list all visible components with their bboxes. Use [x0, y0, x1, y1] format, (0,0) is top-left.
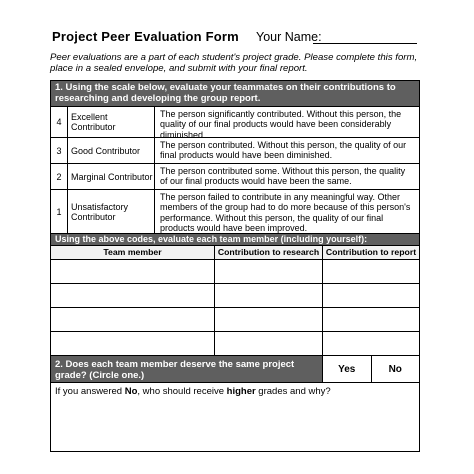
scale-table	[50, 80, 420, 452]
research-score-cell[interactable]	[215, 332, 323, 355]
report-score-cell[interactable]	[323, 332, 419, 355]
evaluation-header: Using the above codes, evaluate each team member (including yourself):	[51, 233, 419, 245]
scale-num: 4	[51, 107, 68, 137]
team-member-cell[interactable]	[51, 332, 215, 355]
team-member-cell[interactable]	[51, 308, 215, 331]
no-option[interactable]: No	[388, 363, 402, 375]
col-research: Contribution to research	[215, 246, 323, 259]
evaluation-row	[51, 307, 419, 331]
team-member-cell[interactable]	[51, 284, 215, 307]
evaluation-column-headers	[51, 245, 419, 259]
followup-suffix: grades and why?	[255, 386, 331, 397]
scale-desc: The person failed to contribute in any meaningful way. Other members of the group had to do more because of this person's performance. Without this person, the quality of our final products would have been improved.	[160, 192, 411, 233]
evaluation-row	[51, 331, 419, 355]
col-report: Contribution to report	[325, 247, 417, 257]
team-member-cell[interactable]	[51, 260, 215, 283]
scale-num: 3	[51, 138, 68, 163]
yes-option[interactable]: Yes	[323, 356, 372, 382]
form-title: Project Peer Evaluation Form	[52, 29, 239, 44]
scale-desc: The person contributed. Without this person, the quality of our final products would have been diminished.	[160, 140, 407, 161]
research-score-cell[interactable]	[215, 284, 323, 307]
followup-prefix: If you answered	[55, 386, 125, 397]
scale-row	[51, 163, 419, 189]
followup-answer-area[interactable]	[51, 382, 419, 451]
col-team-member: Team member	[51, 246, 215, 259]
followup-no: No	[124, 386, 138, 397]
question-2-row	[51, 355, 419, 382]
scale-row	[51, 137, 419, 163]
scale-row	[51, 106, 419, 140]
followup-higher: higher	[226, 386, 256, 397]
scale-num: 1	[51, 190, 68, 233]
report-score-cell[interactable]	[323, 308, 419, 331]
scale-desc: The person contributed some. Without this person, the quality of our final products would have been the same.	[160, 166, 406, 187]
research-score-cell[interactable]	[215, 260, 323, 283]
scale-label: Excellent Contributor	[68, 107, 155, 137]
scale-num: 2	[51, 164, 68, 189]
evaluation-row	[51, 259, 419, 283]
scale-desc: The person significantly contributed. Without this person, the quality of our final products would have been considerably diminished.	[160, 109, 402, 140]
scale-row	[51, 189, 419, 233]
scale-label: Unsatisfactory Contributor	[68, 190, 155, 233]
scale-label: Good Contributor	[68, 138, 155, 163]
research-score-cell[interactable]	[215, 308, 323, 331]
scale-label: Marginal Contributor	[68, 164, 155, 189]
name-input-line[interactable]	[313, 43, 417, 44]
intro-text: Peer evaluations are a part of each student's project grade. Please complete this form, place in a sealed envelope, and submit with your final report.	[50, 52, 418, 74]
scale-header: 1. Using the scale below, evaluate your teammates on their contributions to researching and developing the group report.	[51, 81, 419, 106]
report-score-cell[interactable]	[323, 260, 419, 283]
evaluation-row	[51, 283, 419, 307]
name-label: Your Name:	[256, 30, 322, 44]
question-2-text: 2. Does each team member deserve the same project grade? (Circle one.)	[51, 356, 323, 382]
report-score-cell[interactable]	[323, 284, 419, 307]
followup-middle: , who should receive	[137, 386, 227, 397]
